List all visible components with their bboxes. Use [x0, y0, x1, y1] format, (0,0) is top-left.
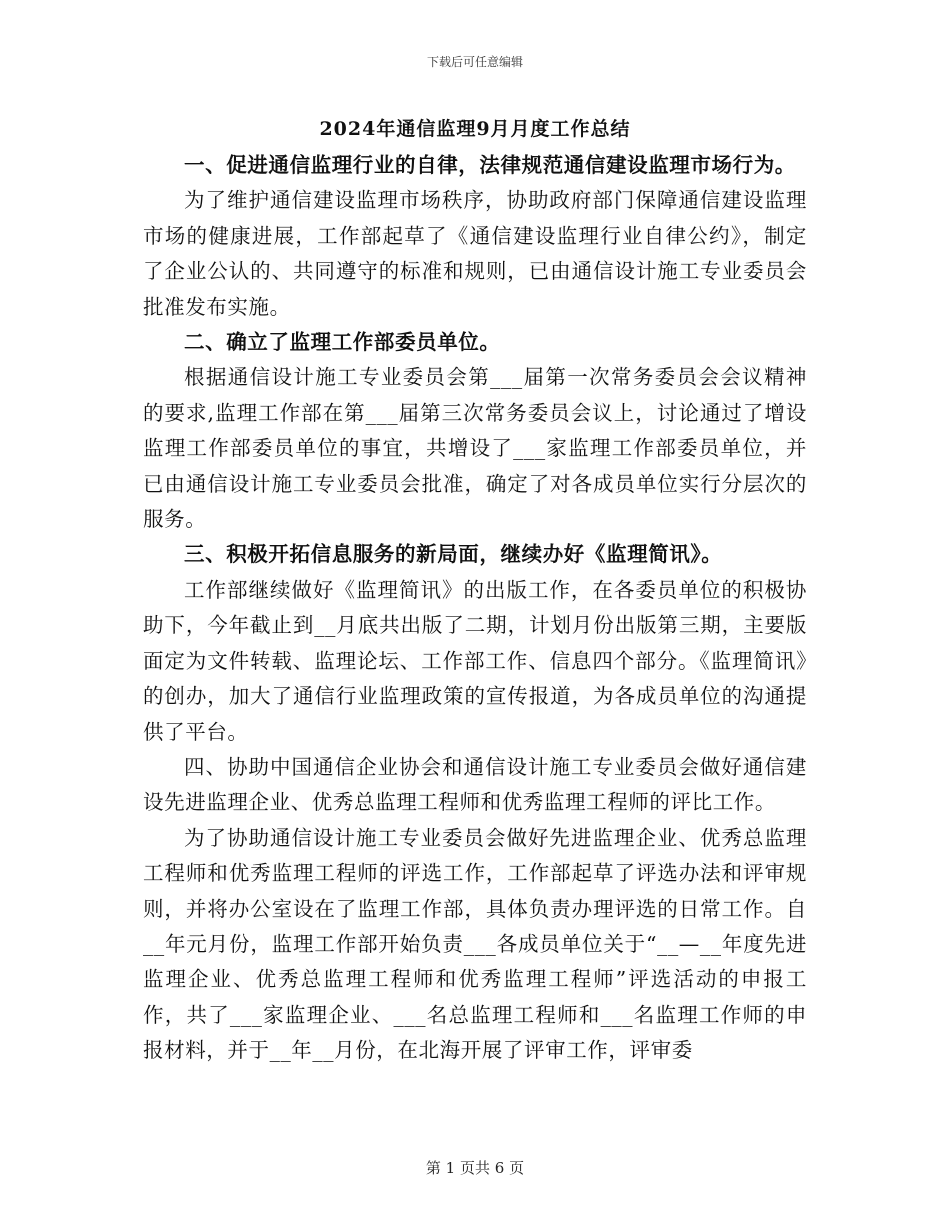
- page-footer: 第 1 页共 6 页: [425, 1159, 525, 1177]
- body-paragraph: 工作部继续做好《监理简讯》的出版工作，在各委员单位的积极协助下，今年截止到__月底共出版了二期，计划月份出版第三期，主要版面定为文件转载、监理论坛、工作部工作、信息四个部分。《监理简讯》的创办，加大了通信行业监理政策的宣传报道，为各成员单位的沟通提供了平台。: [143, 577, 807, 744]
- document-title: 2024年通信监理9月月度工作总结: [319, 118, 631, 140]
- body-paragraph: 根据通信设计施工专业委员会第___届第一次常务委员会会议精神的要求,监理工作部在第___届第三次常务委员会议上，讨论通过了增设监理工作部委员单位的事宜，共增设了___家监理工作部委员单位，并已由通信设计施工专业委员会批准，确定了对各成员单位实行分层次的服务。: [143, 365, 807, 532]
- section-heading: 二、确立了监理工作部委员单位。: [184, 330, 501, 355]
- section-heading: 四、协助中国通信企业协会和通信设计施工专业委员会做好通信建设先进监理企业、优秀总监理工程师和优秀监理工程师的评比工作。: [143, 754, 807, 815]
- document-body: [143, 148, 807, 1069]
- section-heading: 三、积极开拓信息服务的新局面，继续办好《监理简讯》。: [184, 542, 723, 567]
- section-heading: 一、促进通信监理行业的自律，法律规范通信建设监理市场行为。: [184, 153, 796, 177]
- body-paragraph: 为了协助通信设计施工专业委员会做好先进监理企业、优秀总监理工程师和优秀监理工程师的评选工作，工作部起草了评选办法和评审规则，并将办公室设在了监理工作部，具体负责办理评选的日常工作。自__年元月份，监理工作部开始负责___各成员单位关于“__—__年度先进监理企业、优秀总监理工程师和优秀监理工程师”评选活动的申报工作，共了___家监理企业、___名总监理工程师和___名监理工作师的申报材料，并于__年__月份，在北海开展了评审工作，评审委: [143, 825, 807, 1063]
- page-header: 下载后可任意编辑: [426, 55, 523, 69]
- body-paragraph: 为了维护通信建设监理市场秩序，协助政府部门保障通信建设监理市场的健康进展，工作部起草了《通信建设监理行业自律公约》，制定了企业公认的、共同遵守的标准和规则，已由通信设计施工专业委员会批准发布实施。: [143, 188, 807, 319]
